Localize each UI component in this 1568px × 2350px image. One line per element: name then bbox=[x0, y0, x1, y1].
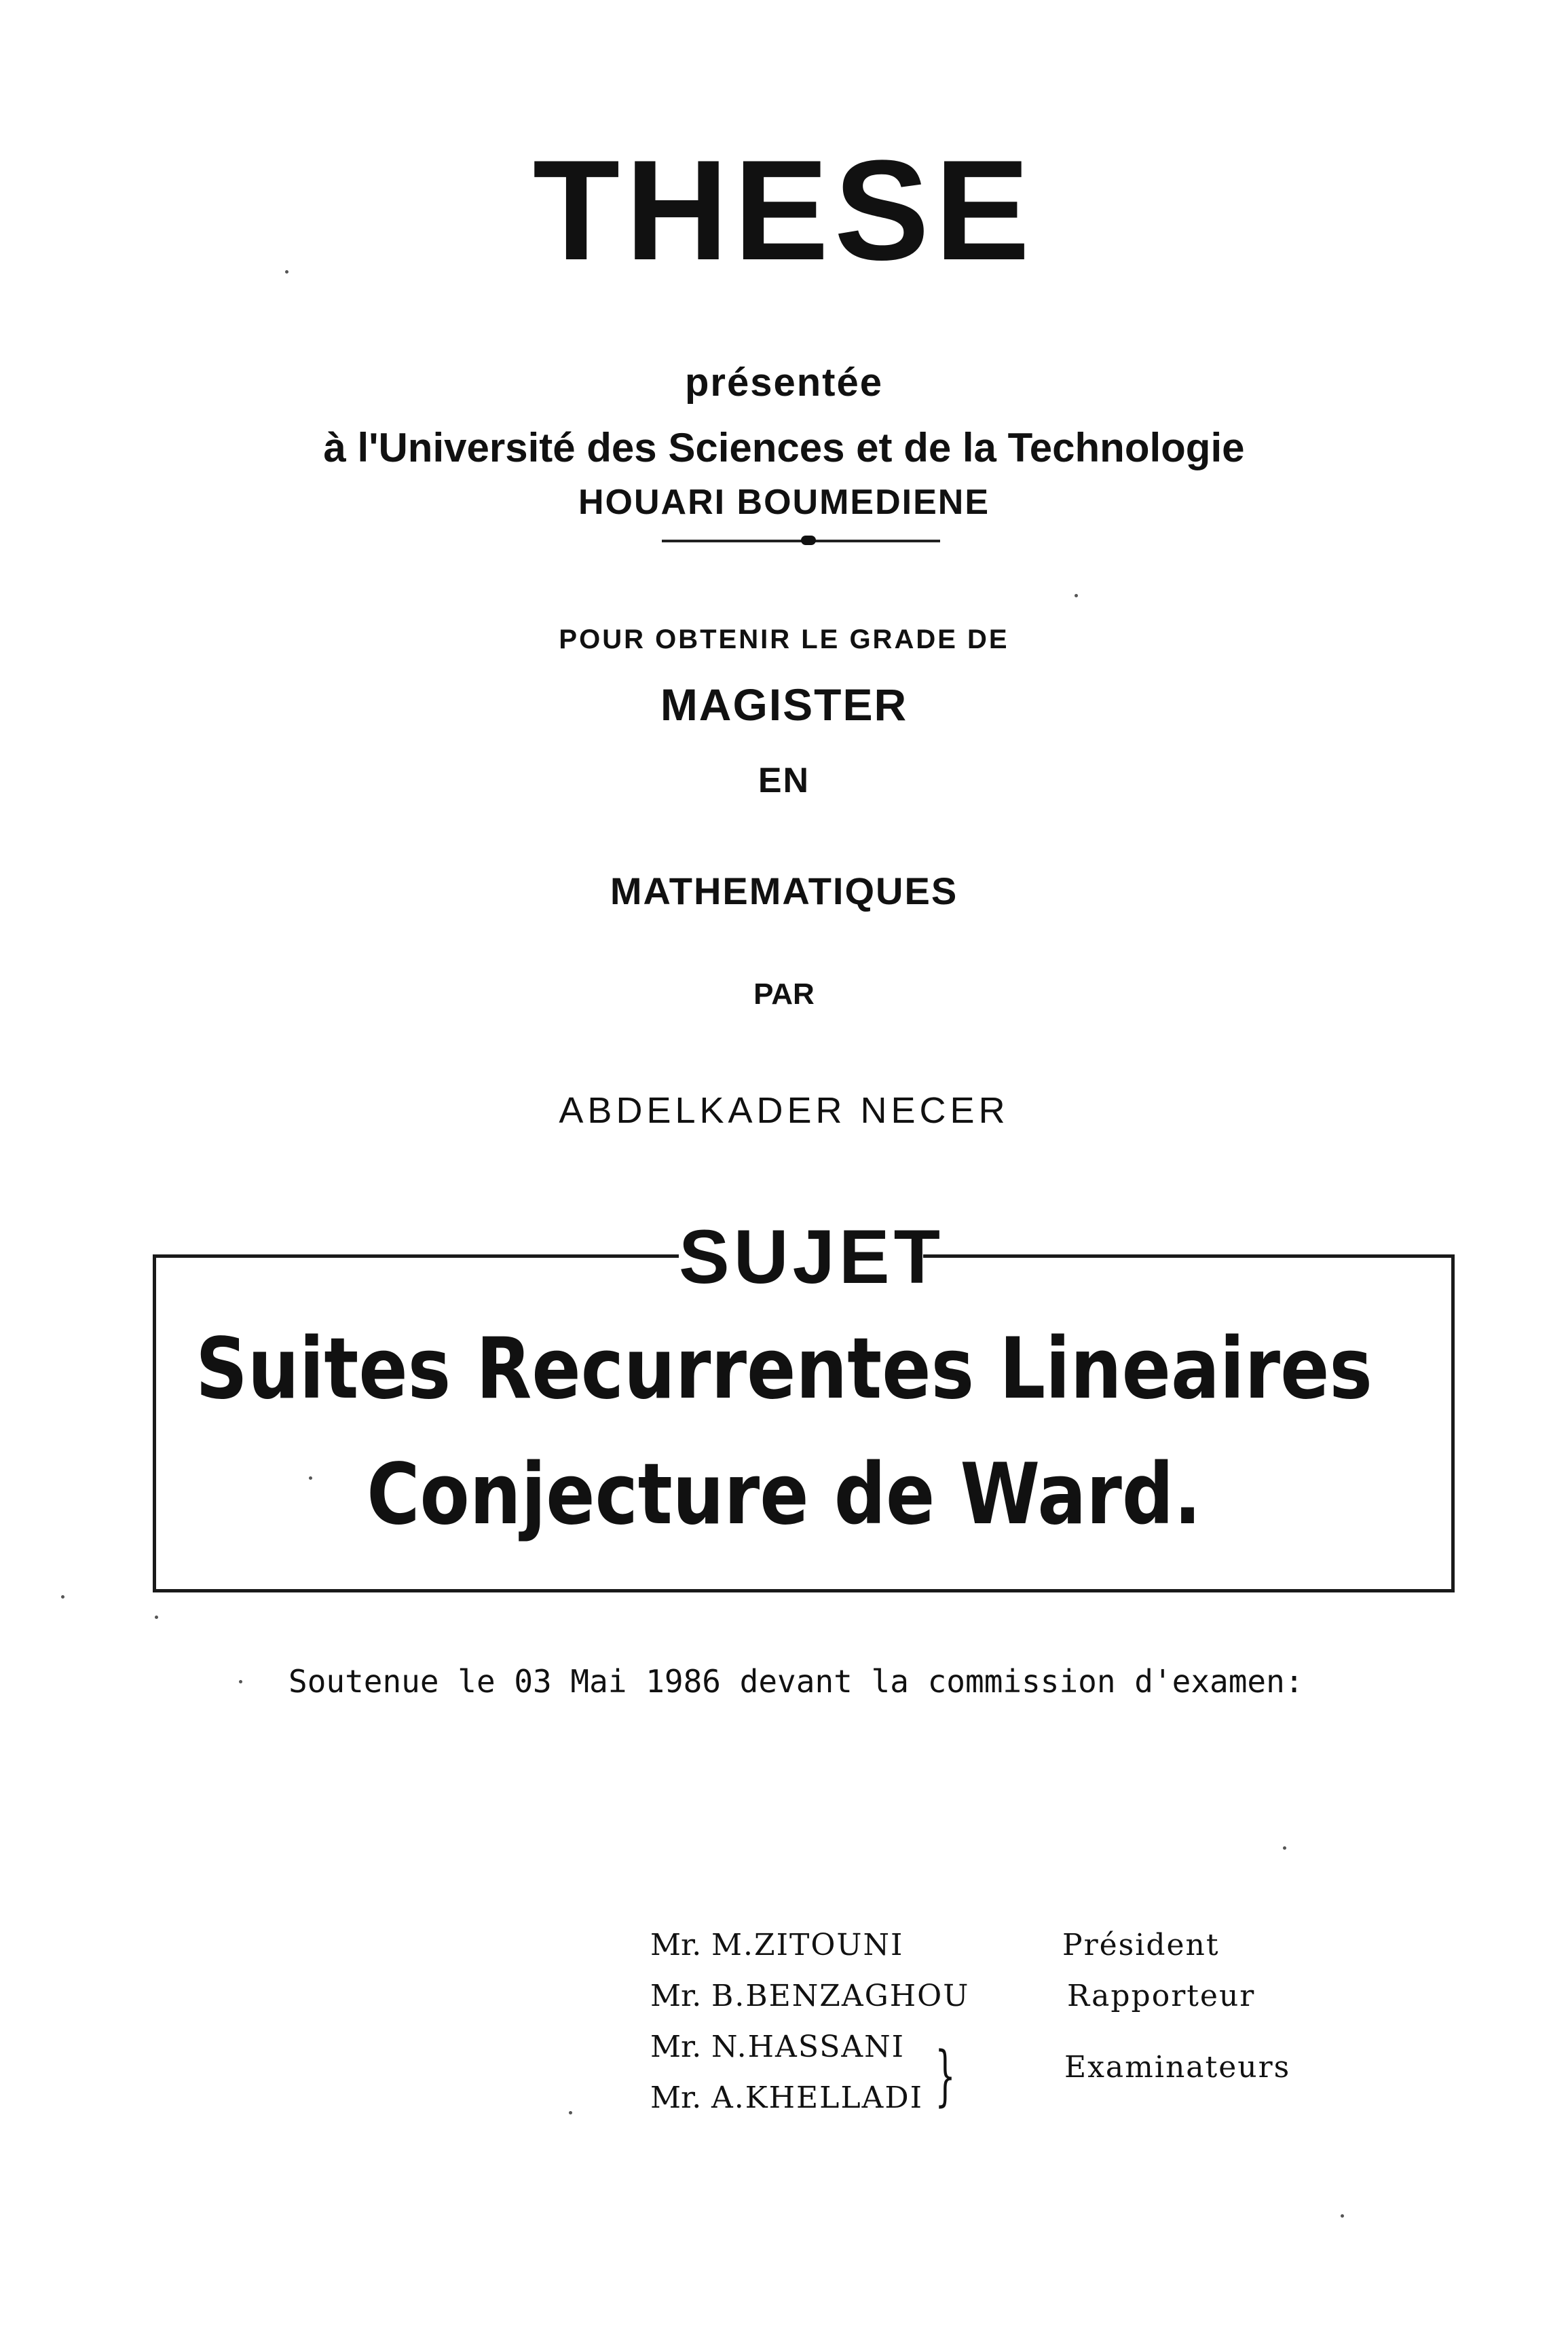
divider-ornament bbox=[801, 536, 816, 545]
scan-speck bbox=[155, 1616, 158, 1619]
jury-title: Mr. bbox=[650, 1979, 702, 2013]
brace-icon: } bbox=[935, 2038, 956, 2114]
scan-speck bbox=[285, 270, 288, 274]
defense-statement: Soutenue le 03 Mai 1986 devant la commission d'examen: bbox=[288, 1663, 1304, 1700]
thesis-title: THESE bbox=[532, 130, 1036, 290]
jury-name: M.ZITOUNI bbox=[711, 1928, 904, 1962]
degree-intro: POUR OBTENIR LE GRADE DE bbox=[559, 624, 1009, 654]
scan-speck bbox=[309, 1476, 312, 1480]
scan-speck bbox=[1283, 1846, 1286, 1850]
jury-member bbox=[650, 2081, 923, 2115]
university-name: HOUARI BOUMEDIENE bbox=[578, 483, 990, 522]
university-line: à l'Université des Sciences et de la Technologie bbox=[323, 425, 1245, 470]
scan-speck bbox=[569, 2111, 572, 2114]
jury-title: Mr. bbox=[650, 2030, 702, 2064]
role-examinateurs: Examinateurs bbox=[1064, 2050, 1291, 2085]
scan-speck bbox=[61, 1595, 64, 1599]
role-president: Président bbox=[1062, 1928, 1220, 1962]
role-rapporteur: Rapporteur bbox=[1067, 1979, 1256, 2013]
jury-member bbox=[650, 2030, 905, 2064]
scan-speck bbox=[1341, 2214, 1344, 2218]
jury-name: B.BENZAGHOU bbox=[711, 1979, 970, 2013]
jury-name: N.HASSANI bbox=[711, 2030, 905, 2064]
jury-name: A.KHELLADI bbox=[711, 2081, 923, 2115]
by-label: PAR bbox=[753, 977, 815, 1011]
jury-member bbox=[650, 1979, 969, 2013]
subject-title-line-1: Suites Recurrentes Lineaires bbox=[195, 1320, 1373, 1418]
presented-label: présentée bbox=[684, 360, 884, 405]
jury-title: Mr. bbox=[650, 1928, 702, 1962]
scan-speck bbox=[1075, 594, 1078, 597]
degree-field: MATHEMATIQUES bbox=[610, 870, 958, 912]
subject-title-line-2: Conjecture de Ward. bbox=[367, 1446, 1201, 1544]
scan-speck bbox=[239, 1680, 242, 1683]
degree-en: EN bbox=[758, 761, 810, 800]
author-name: ABDELKADER NECER bbox=[559, 1090, 1009, 1131]
jury-title: Mr. bbox=[650, 2081, 702, 2115]
subject-label: SUJET bbox=[679, 1214, 944, 1299]
degree-grade: MAGISTER bbox=[660, 679, 908, 730]
jury-member bbox=[650, 1928, 903, 1962]
